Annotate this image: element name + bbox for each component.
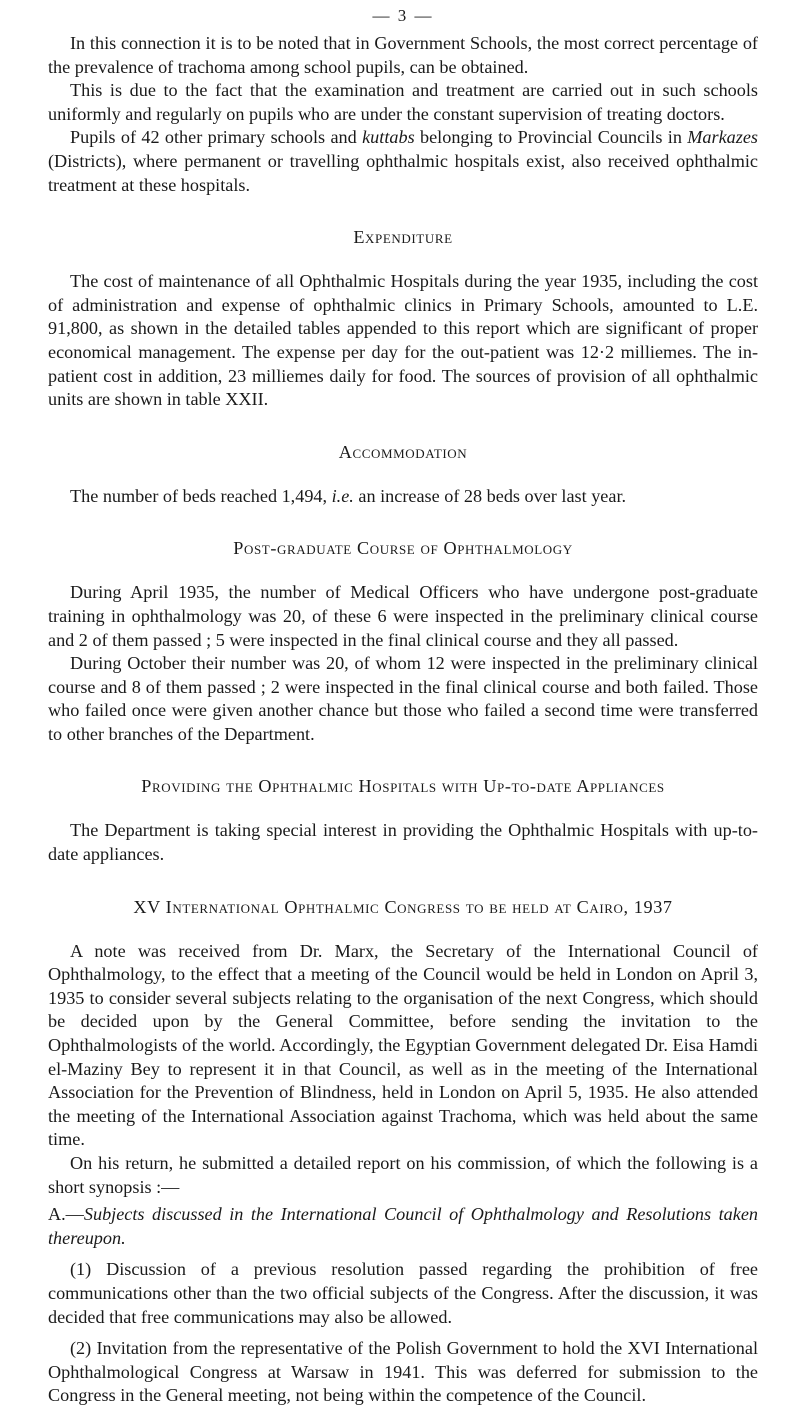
congress-subheading [48,1203,758,1250]
accommodation-text-a: The number of beds reached 1,494, [70,485,332,506]
intro-p3-text-c: (Districts), where permanent or travelling ophthalmic hospitals exist, also received ophthalmic treatment at these hospitals. [48,150,758,195]
intro-p3-text-a: Pupils of 42 other primary schools and [70,127,363,148]
heading-appliances: Providing the Ophthalmic Hospitals with Up-to-date Appliances [141,776,665,797]
congress-paragraph-1: A note was received from Dr. Marx, the Secretary of the International Council of Ophthalmology, to the effect that a meeting of the Council would be held in London on April 3, 1935 to consider several subjects relating to the organisation of the next Congress, which should be decided upon by the General Committee, before sending the invitation to the Ophthalmologists of the world. Accordingly, the Egyptian Government delegated Dr. Eisa Hamdi el-Maziny Bey to represent it in that Council, as well as in the meeting of the International Association for the Prevention of Blindness, held in London on April 5, 1935. He also attended the meeting of the International Association against Trachoma, which was held about the same time. [48,940,758,1150]
intro-p3-markazes: Markazes [687,127,758,148]
heading-expenditure: Expenditure [353,227,453,248]
page-number: — 3 — [372,6,434,25]
congress-subheading-italic: Subjects discussed in the International Council of Ophthalmology and Resolutions taken thereupon. [48,1204,758,1248]
intro-paragraph-2: This is due to the fact that the examination and treatment are carried out in such schools uniformly and regularly on pupils who are under the constant supervision of treating doctors. [48,80,758,124]
expenditure-paragraph: The cost of maintenance of all Ophthalmic Hospitals during the year 1935, including the cost of administration and expense of ophthalmic clinics in Primary Schools, amounted to L.E. 91,800, as shown in the detailed tables appended to this report which are significant of proper economical management. The expense per day for the out-patient was 12·2 milliemes. The in-patient cost in addition, 23 milliemes daily for food. The sources of provision of all ophthalmic units are shown in table XXII. [48,271,758,410]
intro-p3-kuttabs: kuttabs [362,127,415,148]
congress-subheading-prefix: A.— [48,1204,84,1225]
postgrad-paragraph-1: During April 1935, the number of Medical Officers who have undergone post-graduate training in ophthalmology was 20, of these 6 were inspected in the preliminary clinical course and 2 of them passed ; 5 were inspected in the final clinical course and they all passed. [48,582,758,650]
appliances-paragraph: The Department is taking special interest in providing the Ophthalmic Hospitals with up-to-date appliances. [48,820,758,865]
accommodation-paragraph [48,485,758,509]
congress-item-2: (2) Invitation from the representative of the Polish Government to hold the XVI International Ophthalmological Congress at Warsaw in 1941. This was deferred for submission to the Congress in the General meeting, not being within the competence of the Council. [48,1338,758,1406]
heading-congress: XV International Ophthalmic Congress to be held at Cairo, 1937 [133,896,673,917]
congress-paragraph-2: On his return, he submitted a detailed report on his commission, of which the following is a short synopsis :— [48,1153,758,1197]
accommodation-text-b: an increase of 28 beds over last year. [353,485,627,506]
intro-paragraph-1: In this connection it is to be noted that in Government Schools, the most correct percentage of the prevalence of trachoma among school pupils, can be obtained. [48,33,758,77]
heading-accommodation: Accommodation [338,441,468,462]
congress-item-1: (1) Discussion of a previous resolution passed regarding the prohibition of free communications other than the two official subjects of the Congress. After the discussion, it was decided that free communications may also be allowed. [48,1259,758,1327]
accommodation-ie: i.e. [331,485,354,506]
intro-p3-text-b: belonging to Provincial Councils in [414,127,688,148]
heading-postgraduate-course: Post-graduate Course of Ophthalmology [233,538,573,559]
intro-paragraph-3 [48,126,758,197]
postgrad-paragraph-2: During October their number was 20, of whom 12 were inspected in the preliminary clinical course and 8 of them passed ; 2 were inspected in the final clinical course and both failed. Those who failed once were given another chance but those who failed a second time were transferred to other branches of the Department. [48,653,758,744]
